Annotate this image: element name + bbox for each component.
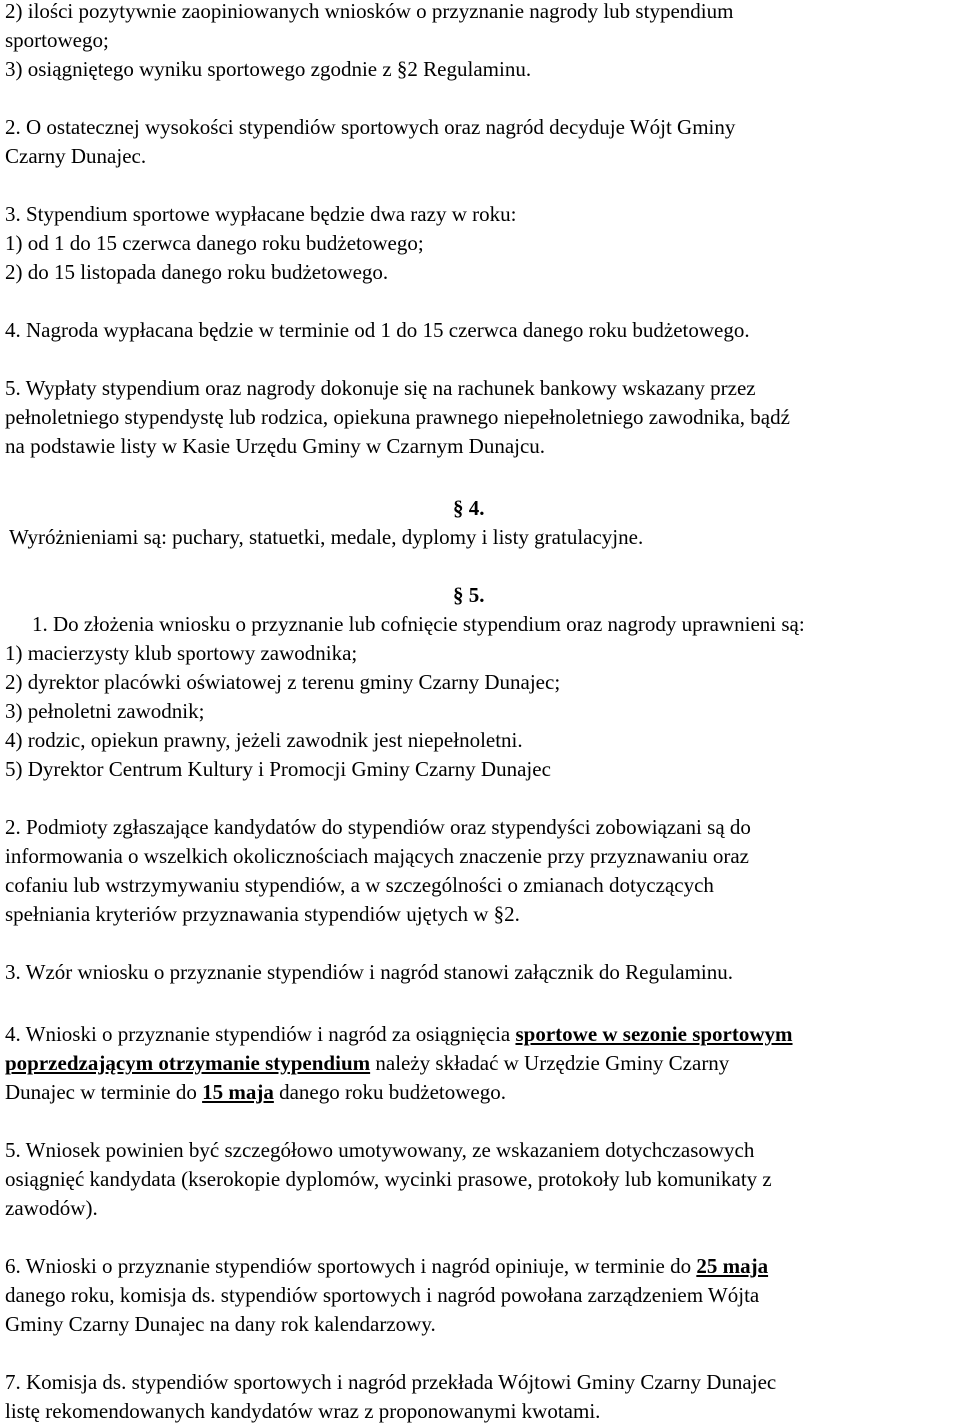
text-line: 3) pełnoletni zawodnik; — [5, 699, 205, 723]
text-line: 4) rodzic, opiekun prawny, jeżeli zawodnik jest niepełnoletni. — [5, 728, 523, 752]
text-line: 3. Wzór wniosku o przyznanie stypendiów i nagród stanowi załącznik do Regulaminu. — [5, 960, 734, 984]
text-line: 3. Stypendium sportowe wypłacane będzie dwa razy w roku: — [5, 202, 517, 226]
text-line: 2. O ostatecznej wysokości stypendiów sportowych oraz nagród decyduje Wójt Gminy — [5, 115, 736, 139]
text-line: listę rekomendowanych kandydatów wraz z proponowanymi kwotami. — [5, 1399, 601, 1423]
text-line: Wyróżnieniami są: puchary, statuetki, medale, dyplomy i listy gratulacyjne. — [9, 525, 644, 549]
text-line: na podstawie listy w Kasie Urzędu Gminy w Czarnym Dunajcu. — [5, 434, 546, 458]
text-line: 7. Komisja ds. stypendiów sportowych i nagród przekłada Wójtowi Gminy Czarny Dunajec — [5, 1370, 777, 1394]
text-line: 1) od 1 do 15 czerwca danego roku budżetowego; — [5, 231, 424, 255]
text-line: 1) macierzysty klub sportowy zawodnika; — [5, 641, 358, 665]
underlined-emphasis: sportowe w sezonie sportowym — [515, 1022, 793, 1046]
text-segment: 6. Wnioski o przyznanie stypendiów sportowych i nagród opiniuje, w terminie do — [5, 1254, 697, 1278]
section-heading-4: § 4. — [453, 496, 485, 520]
text-segment: danego roku budżetowego. — [273, 1080, 506, 1104]
deadline-emphasis: 25 maja — [696, 1254, 769, 1278]
deadline-emphasis: 15 maja — [202, 1080, 274, 1104]
text-line — [5, 1078, 506, 1107]
text-line: Gminy Czarny Dunajec na dany rok kalendarzowy. — [5, 1312, 436, 1336]
underlined-emphasis: poprzedzającym otrzymanie stypendium — [5, 1051, 371, 1075]
text-line: 2) do 15 listopada danego roku budżetowego. — [5, 260, 389, 284]
text-line — [5, 1252, 768, 1281]
text-line: spełniania kryteriów przyznawania stypendiów ujętych w §2. — [5, 902, 520, 926]
text-line: zawodów). — [5, 1196, 98, 1220]
text-line: 5) Dyrektor Centrum Kultury i Promocji Gminy Czarny Dunajec — [5, 757, 551, 781]
text-segment: Dunajec w terminie do — [5, 1080, 203, 1104]
text-line: 4. Nagroda wypłacana będzie w terminie od 1 do 15 czerwca danego roku budżetowego. — [5, 318, 750, 342]
text-line: 2. Podmioty zgłaszające kandydatów do stypendiów oraz stypendyści zobowiązani są do — [5, 815, 751, 839]
text-line: 3) osiągniętego wyniku sportowego zgodnie z §2 Regulaminu. — [5, 57, 532, 81]
text-line: Czarny Dunajec. — [5, 144, 147, 168]
text-segment: 4. Wnioski o przyznanie stypendiów i nagród za osiągnięcia — [5, 1022, 516, 1046]
section-heading-5: § 5. — [453, 583, 485, 607]
text-line: cofaniu lub wstrzymywaniu stypendiów, a w szczególności o zmianach dotyczących — [5, 873, 714, 897]
text-line: sportowego; — [5, 28, 109, 52]
text-segment: należy składać w Urzędzie Gminy Czarny — [370, 1051, 730, 1075]
text-line: 2) dyrektor placówki oświatowej z terenu gminy Czarny Dunajec; — [5, 670, 561, 694]
text-line: 5. Wniosek powinien być szczegółowo umotywowany, ze wskazaniem dotychczasowych — [5, 1138, 755, 1162]
text-line: 2) ilości pozytywnie zaopiniowanych wniosków o przyznanie nagrody lub stypendium — [5, 0, 734, 23]
text-line — [5, 1049, 729, 1078]
text-line: pełnoletniego stypendystę lub rodzica, opiekuna prawnego niepełnoletniego zawodnika, bądź — [5, 405, 790, 429]
text-line — [5, 1020, 793, 1049]
text-line: danego roku, komisja ds. stypendiów sportowych i nagród powołana zarządzeniem Wójta — [5, 1283, 760, 1307]
text-line: 5. Wypłaty stypendium oraz nagrody dokonuje się na rachunek bankowy wskazany przez — [5, 376, 756, 400]
text-line: informowania o wszelkich okolicznościach mających znaczenie przy przyznawaniu oraz — [5, 844, 749, 868]
text-line: 1. Do złożenia wniosku o przyznanie lub cofnięcie stypendium oraz nagrody uprawnieni są: — [32, 612, 805, 636]
text-line: osiągnięć kandydata (kserokopie dyplomów, wycinki prasowe, protokoły lub komunikaty z — [5, 1167, 772, 1191]
